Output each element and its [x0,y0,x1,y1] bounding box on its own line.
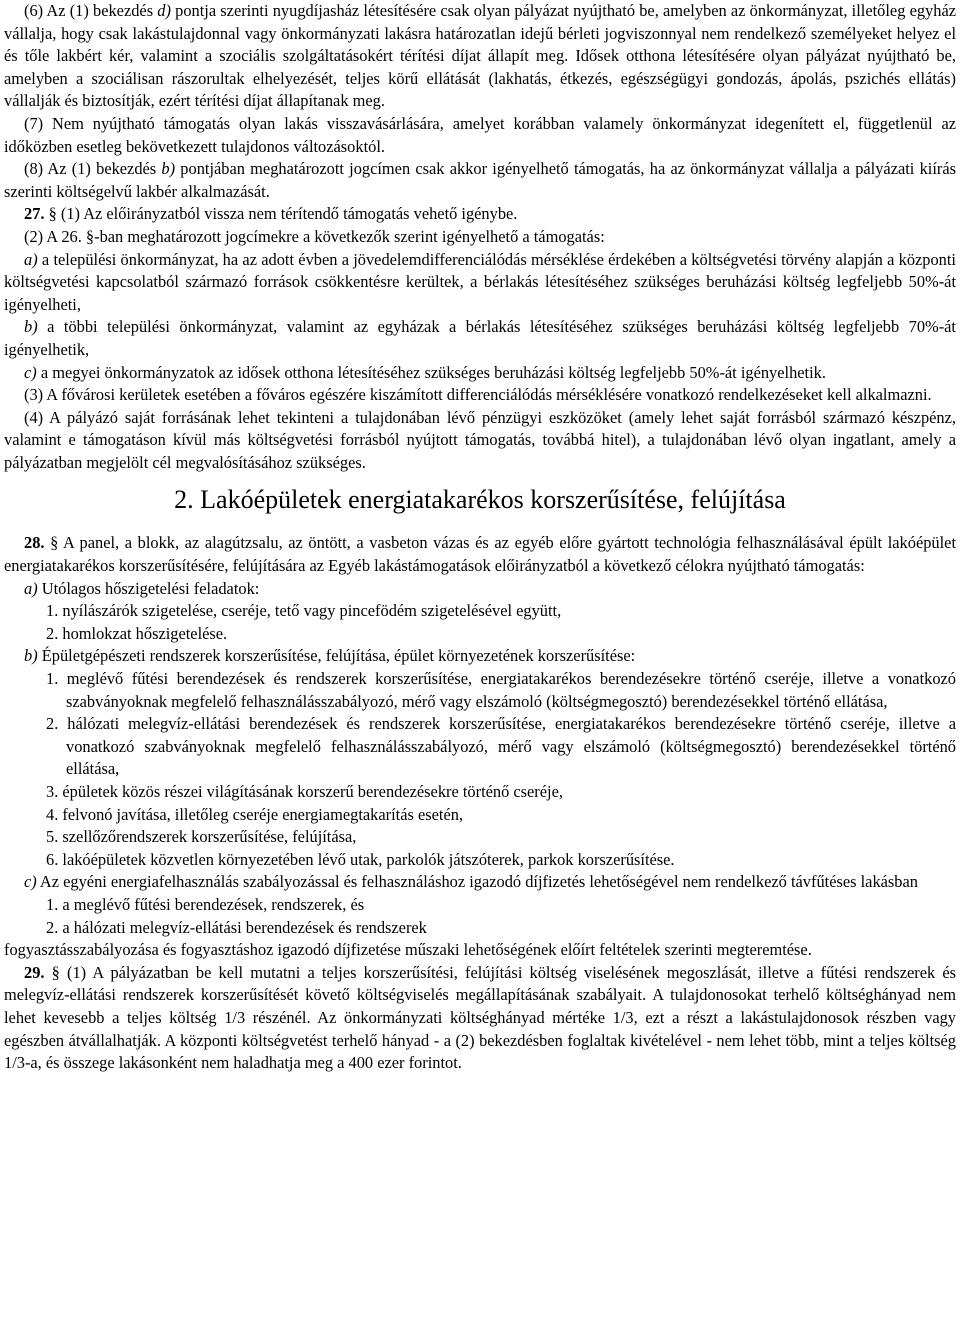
paragraph-26-8: (8) Az (1) bekezdés b) pontjában meghatározott jogcímen csak akkor igényelhető támogatás, ha az önkormányzat vállalja a pályázati kiírás szerinti költségelvű lakbér alkalmazását. [4,159,956,201]
paragraph-27-4: (4) A pályázó saját forrásának lehet tekinteni a tulajdonában lévő pénzügyi eszközöket (amely lehet saját forrásból származó készpénz, valamint e támogatáson kívül más költségvetési forrásból nyújtott támogatás, továbbá hitel), a tulajdonában lévő olyan ingatlant, amely a pályázatban megjelölt cél megvalósításához szükséges. [4,407,956,472]
list-item: 4. felvonó javítása, illetőleg cseréje energiamegtakarítás esetén, [46,804,464,824]
point-a-title: a) Utólagos hőszigetelési feladatok: [24,578,260,598]
paragraph-26-6: (6) Az (1) bekezdés d) pontja szerinti nyugdíjasház létesítésére csak olyan pályázat nyújtható be, amelyben az önkormányzat, illetőleg egyház vállalja, hogy csak lakástulajdonnal vagy önkormányzati lakásra határozatlan idejű bérleti jogviszonnyal nem rendelkező személyeket helyez el és tőle lakbért kér, valamint a szociális szolgáltatásokért térítési díjat állapít meg. Idősek otthona létesítésére olyan pályázat nyújtható be, amelyben a szociálisan rászorultak elhelyezését, teljes körű ellátását (lakhatás, étkezés, egészségügyi gondozás, ápolás, pszichés ellátás) vállalják és biztosítják, ezért térítési díjat állapítanak meg. [4,1,956,111]
list-item: 2. a hálózati melegvíz-ellátási berendezések és rendszerek [46,917,427,937]
list-item: 1. nyílászárók szigetelése, cseréje, tető vagy pincefödém szigetelésével együtt, [46,601,562,621]
list-item: 5. szellőzőrendszerek korszerűsítése, felújítása, [46,827,357,847]
section-number: 28. [24,533,45,553]
paragraph-27-2: (2) A 26. §-ban meghatározott jogcímekre a következők szerint igényelhető a támogatás: [24,226,605,246]
list-item: 2. hálózati melegvíz-ellátási berendezések és rendszerek korszerűsítése, energiatakarékos berendezésekre történő cseréje, illetve a vonatkozó szabványoknak megfelelő felhasználásszabályozó, mérő vagy elszámoló (költségmegosztó) berendezésekkel történő ellátása, [46,714,956,779]
section-number: 27. [24,204,45,224]
section-27: 27. § (1) Az előirányzatból vissza nem térítendő támogatás vehető igénybe. [24,204,518,224]
list-item: 3. épületek közös részei világításának korszerű berendezésekre történő cseréje, [46,782,563,801]
paragraph-27-2-b: b) a többi települési önkormányzat, valamint az egyházak a bérlakás létesítéséhez szükséges beruházási költség legfeljebb 70%-át igényelhetik, [4,317,956,359]
paragraph-27-3: (3) A fővárosi kerületek esetében a főváros egészére kiszámított differenciálódás mérséklésére vonatkozó rendelkezéseket kell alkalmazni. [24,385,932,405]
point-c-title: c) Az egyéni energiafelhasználás szabályozással és felhasználáshoz igazodó díjfizetés lehetőségével nem rendelkező távfűtéses lakásban [24,872,918,892]
list-item: 1. a meglévő fűtési berendezések, rendszerek, és [46,894,365,914]
list-item: 2. homlokzat hőszigetelése. [46,623,228,643]
paragraph-27-2-c: c) a megyei önkormányzatok az idősek otthona létesítéséhez szükséges beruházási költség legfeljebb 50%-át igényelhetik. [24,362,826,382]
point-c-closing: fogyasztásszabályozása és fogyasztáshoz igazodó díjfizetése műszaki lehetőségének előírt feltételek szerinti megteremtése. [4,940,812,960]
section-number: 29. [24,962,45,982]
paragraph-27-2-a: a) a települési önkormányzat, ha az adott évben a jövedelemdifferenciálódás mérséklése érdekében a költségvetési törvény alapján a központi költségvetési kapcsolatból származó források csökkentésre kerültek, a bérlakás létesítéséhez szükséges beruházási költség legfeljebb 50%-át igényelheti, [4,249,956,314]
chapter-heading: 2. Lakóépületek energiatakarékos korszerűsítése, felújítása [174,485,786,515]
section-28: 28. § A panel, a blokk, az alagútzsalu, az öntött, a vasbeton vázas és az egyéb előre gyártott technológia felhasználásával épült lakóépület energiatakarékos korszerűsítésére, felújítására az Egyéb lakástámogatások előirányzatból a következő célokra nyújtható támogatás: [4,533,956,576]
paragraph-26-7: (7) Nem nyújtható támogatás olyan lakás visszavásárlására, amelyet korábban valamely önkormányzat idegenített el, függetlenül az időközben esetleg bekövetkezett tulajdonos változásoktól. [4,113,956,156]
section-29: 29. § (1) A pályázatban be kell mutatni a teljes korszerűsítési, felújítási költség viselésének megoszlását, illetve a fűtési rendszerek és melegvíz-ellátási rendszerek korszerűsítését követő költségviselés megállapításának szabályait. A tulajdonosokat terhelő költséghányad nem lehet kevesebb a teljes költség 1/3 részénél. Az önkormányzati költséghányad mértéke 1/3, ezt a részt a lakástulajdonosok részben vagy egészben átvállalhatják. A központi költségvetést terhelő hányad - a (2) bekezdésben foglaltak kivételével - nem lehet több, mint a teljes költség 1/3-a, és összege lakásonként nem haladhatja meg a 400 ezer forintot. [4,962,956,1073]
list-item: 1. meglévő fűtési berendezések és rendszerek korszerűsítése, energiatakarékos berendezésekre történő cseréje, illetve a vonatkozó szabványoknak megfelelő felhasználásszabályozó, mérő vagy elszámoló (költségmegosztó) berendezésekkel történő ellátása, [46,669,956,711]
list-item: 6. lakóépületek közvetlen környezetében lévő utak, parkolók játszóterek, parkok korszerűsítése. [46,849,675,869]
point-b-title: b) Épületgépészeti rendszerek korszerűsítése, felújítása, épület környezetének korszerűsítése: [24,646,636,666]
